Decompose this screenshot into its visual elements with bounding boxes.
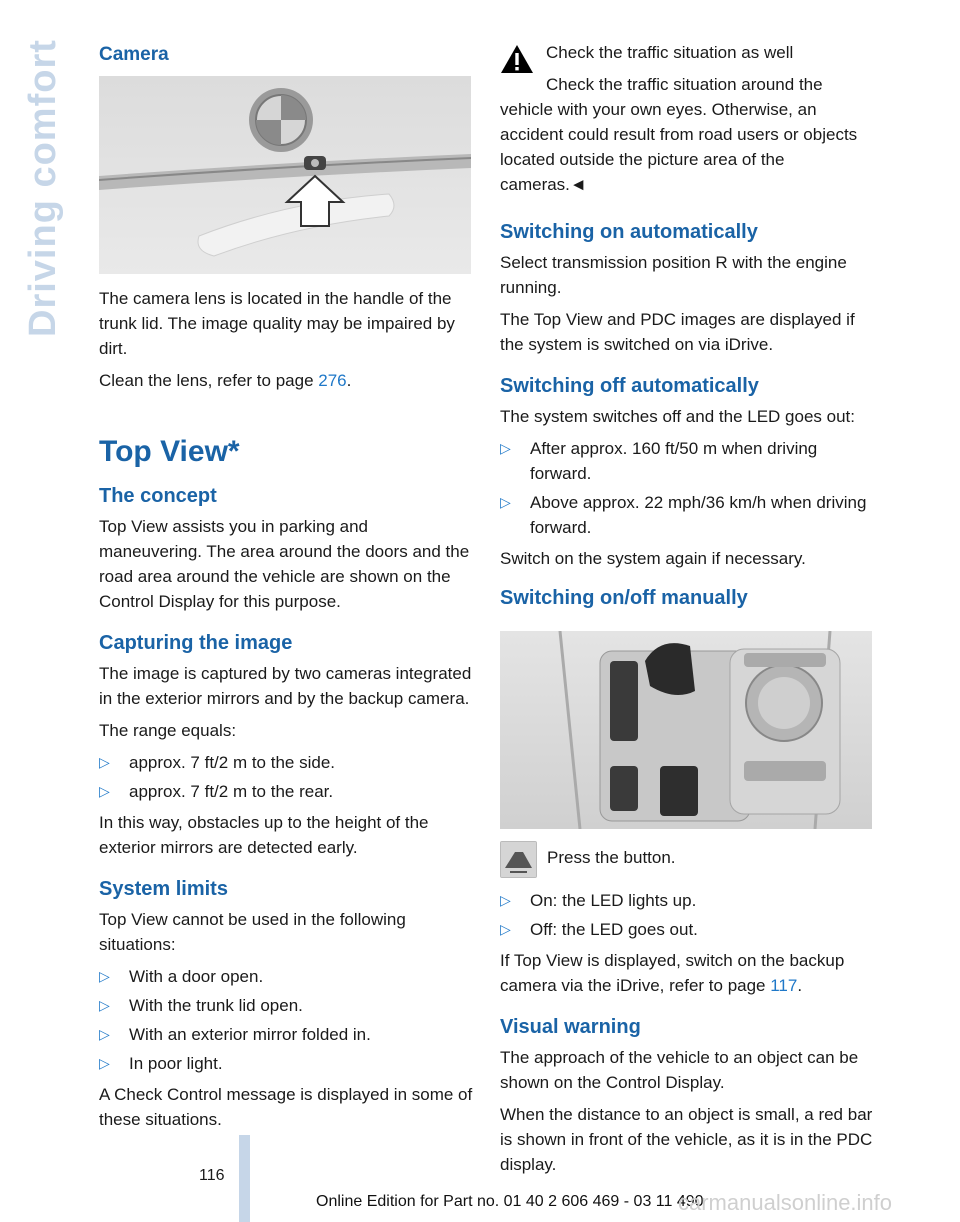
bullet-triangle-icon: ▷ [99,968,110,984]
auto-on-paragraph: Select transmission position R with the engine running. [500,253,847,297]
range-list [99,750,473,804]
auto-off-list [500,436,874,540]
camera-clean-text: Clean the lens, refer to page [99,371,319,390]
bullet-triangle-icon: ▷ [99,1055,110,1071]
manual-item-text: On: the LED lights up. [530,891,697,910]
list-item [99,1022,473,1047]
bullet-triangle-icon: ▷ [99,754,110,770]
press-button-row [500,841,874,878]
bullet-triangle-icon: ▷ [500,921,511,937]
auto-off-item-text: Above approx. 22 mph/36 km/h when driving forward. [530,493,867,537]
warning-triangle-icon [500,44,534,74]
backup-camera-period: . [797,976,803,995]
list-item [500,888,874,913]
check-control-paragraph: A Check Control message is displayed in some of these situations. [99,1085,473,1129]
camera-clean-period: . [346,371,352,390]
limit-item-text: With an exterior mirror folded in. [129,1025,371,1044]
capturing-paragraph: The image is captured by two cameras integrated in the exterior mirrors and by the backup camera. [99,664,472,708]
page-276-link[interactable]: 276 [318,371,347,390]
backup-camera-paragraph [500,948,874,998]
range-intro: The range equals: [99,721,237,740]
center-console-photo [500,631,872,829]
top-view-title: Top View* [99,435,240,468]
list-item [99,779,473,804]
section-tab: Driving comfort [22,39,64,337]
camera-paragraph: The camera lens is located in the handle of the trunk lid. The image quality may be impaired by dirt. [99,289,455,358]
trunk-camera-photo [99,76,471,274]
list-item [99,993,473,1018]
list-item [500,917,874,942]
bullet-triangle-icon: ▷ [99,783,110,799]
auto-off-item-text: After approx. 160 ft/50 m when driving forward. [530,439,818,483]
range-item-text: approx. 7 ft/2 m to the side. [129,753,336,772]
manual-heading: Switching on/off manually [500,587,748,609]
camera-heading: Camera [99,44,169,65]
concept-heading: The concept [99,485,217,507]
auto-off-heading: Switching off automatically [500,375,759,397]
edition-footer: Online Edition for Part no. 01 40 2 606 469 - 03 11 490 [316,1193,704,1210]
list-item [99,964,473,989]
left-column [99,40,473,1139]
limit-item-text: With a door open. [129,967,264,986]
bullet-triangle-icon: ▷ [500,494,511,510]
bullet-triangle-icon: ▷ [500,892,511,908]
bullet-triangle-icon: ▷ [99,997,110,1013]
list-item [99,750,473,775]
manual-list [500,888,874,942]
limits-heading: System limits [99,878,228,900]
bullet-triangle-icon: ▷ [500,440,511,456]
warning-paragraph: Check the traffic situation around the vehicle with your own eyes. Otherwise, an accident could result from road users or objects located outside the picture area of the cameras.◄ [500,75,858,194]
capturing-heading: Capturing the image [99,632,293,654]
auto-off-paragraph: The system switches off and the LED goes out: [500,407,855,426]
visual-warning-heading: Visual warning [500,1016,641,1038]
watermark: carmanualsonline.info [678,1190,893,1215]
bullet-triangle-icon: ▷ [99,1026,110,1042]
limits-paragraph: Top View cannot be used in the following situations: [99,910,406,954]
list-item [500,490,874,540]
limits-list [99,964,473,1076]
list-item [99,1051,473,1076]
concept-paragraph: Top View assists you in parking and maneuvering. The area around the doors and the road area around the vehicle are shown on the Control Display for this purpose. [99,517,470,611]
range-item-text: approx. 7 ft/2 m to the rear. [129,782,334,801]
page-number: 116 [199,1167,225,1184]
limit-item-text: In poor light. [129,1054,223,1073]
camera-clean-paragraph [99,368,473,393]
backup-camera-text: If Top View is displayed, switch on the backup camera via the iDrive, refer to page [500,951,845,995]
press-button-text: Press the button. [547,848,676,867]
page-117-link[interactable]: 117 [770,976,798,995]
warning-block [500,40,874,197]
limit-item-text: With the trunk lid open. [129,996,303,1015]
obstacles-paragraph: In this way, obstacles up to the height of the exterior mirrors are detected early. [99,813,429,857]
top-view-button-icon [500,841,537,878]
list-item [500,436,874,486]
auto-on-paragraph-2: The Top View and PDC images are displayed if the system is switched on via iDrive. [500,310,855,354]
switch-again-paragraph: Switch on the system again if necessary. [500,549,806,568]
visual-warning-paragraph: The approach of the vehicle to an object can be shown on the Control Display. [500,1048,859,1092]
red-bar-paragraph: When the distance to an object is small, a red bar is shown in front of the vehicle, as it is in the PDC display. [500,1105,873,1174]
right-column [500,40,874,1184]
warning-title: Check the traffic situation as well [546,43,794,62]
footer-accent-bar [239,1135,250,1222]
manual-item-text: Off: the LED goes out. [530,920,698,939]
auto-on-heading: Switching on automatically [500,221,758,243]
